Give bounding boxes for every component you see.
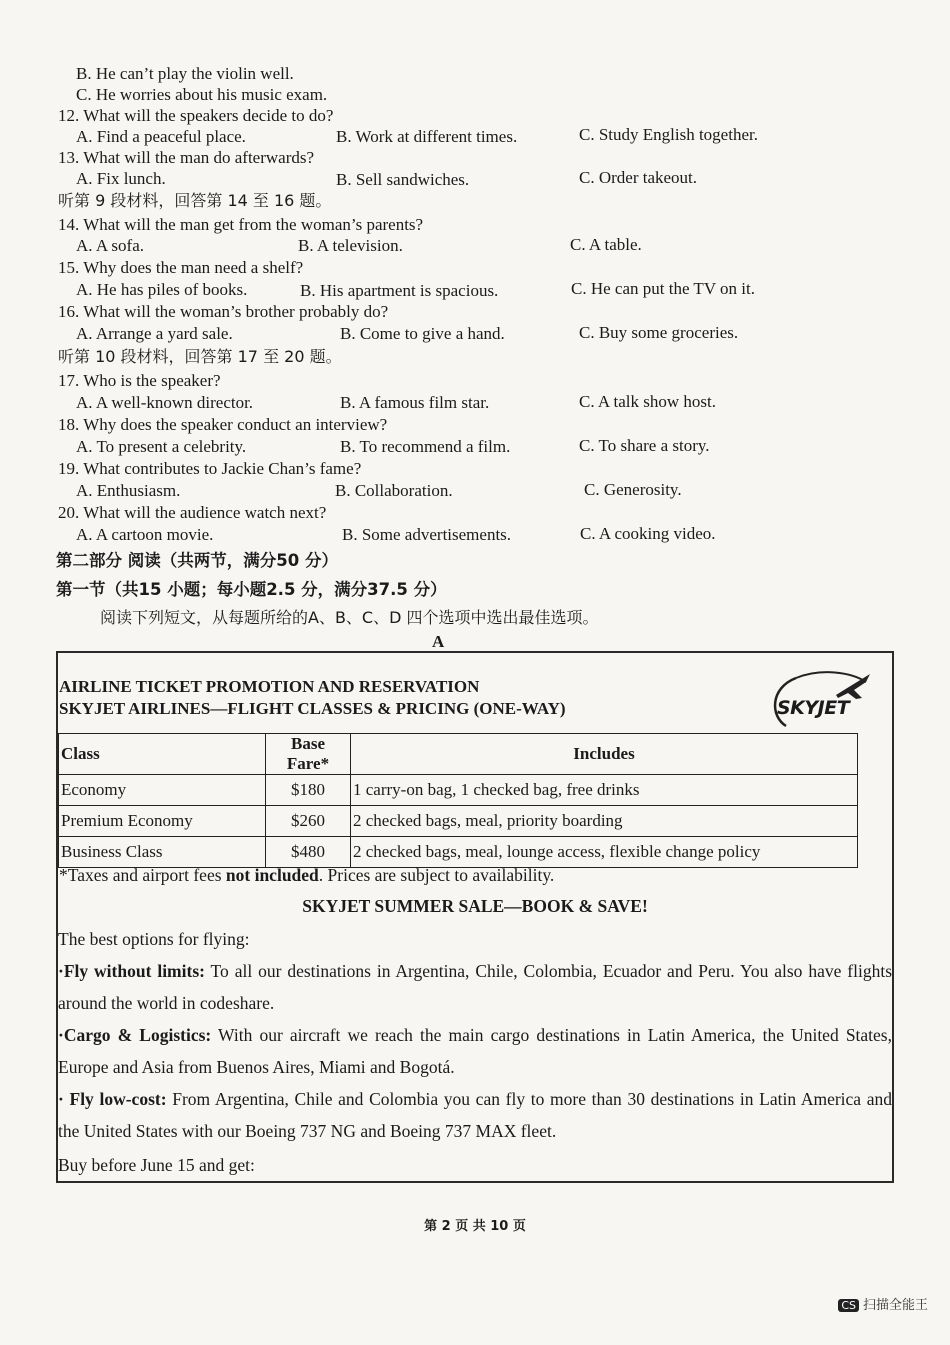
passage-9-instruction: 听第 9 段材料，回答第 14 至 16 题。 <box>58 191 332 210</box>
q11-option-b: B. He can’t play the violin well. <box>76 64 294 83</box>
table-row <box>59 775 858 806</box>
option-b: B. Come to give a hand. <box>340 324 505 343</box>
bullet-label: · Fly low-cost: <box>58 1089 167 1109</box>
reading-directions: 阅读下列短文，从每题所给的A、B、C、D 四个选项中选出最佳选项。 <box>100 608 599 627</box>
closing-line: Buy before June 15 and get: <box>58 1155 255 1175</box>
question-stem: 14. What will the man get from the woman’s parents? <box>58 215 424 234</box>
option-a: A. Enthusiasm. <box>76 481 181 500</box>
q11-option-c: C. He worries about his music exam. <box>76 85 328 104</box>
option-b: B. Collaboration. <box>335 481 453 500</box>
option-b: B. Some advertisements. <box>342 525 512 544</box>
bullet-text: To all our destinations in Argentina, Chile, Colombia, Ecuador and Peru. You also have flights around the world in codeshare. <box>58 961 893 1013</box>
option-a: A. Fix lunch. <box>76 169 166 188</box>
scanner-text: 扫描全能王 <box>862 1298 928 1313</box>
option-c: C. A talk show host. <box>579 392 716 411</box>
option-a: A. A well-known director. <box>76 393 254 412</box>
bullet-label: ·Fly without limits: <box>58 961 205 981</box>
cell-includes: 2 checked bags, meal, lounge access, flexible change policy <box>351 837 858 868</box>
option-c: C. Buy some groceries. <box>579 323 739 342</box>
fare-note-pre: *Taxes and airport fees <box>59 865 226 885</box>
question-stem: 18. Why does the speaker conduct an interview? <box>58 415 388 434</box>
question-stem: 13. What will the man do afterwards? <box>58 148 315 167</box>
bullet-text: With our aircraft we reach the main cargo destinations in Latin America, the United States, Europe and Asia from Buenos Aires, Miami and Bogotá. <box>58 1025 892 1077</box>
part-2-heading: 第二部分 阅读（共两节，满分50 分） <box>56 551 338 570</box>
option-a: A. A cartoon movie. <box>76 525 214 544</box>
header-class: Class <box>59 734 266 775</box>
cell-fare: $180 <box>266 775 351 806</box>
option-b: B. A famous film star. <box>340 393 490 412</box>
cell-fare: $260 <box>266 806 351 837</box>
question-stem: 20. What will the audience watch next? <box>58 503 327 522</box>
passage-10-instruction: 听第 10 段材料，回答第 17 至 20 题。 <box>58 347 342 366</box>
fares-table <box>58 733 858 868</box>
cell-class: Business Class <box>59 837 266 868</box>
fare-note <box>59 865 554 885</box>
table-row <box>59 837 858 868</box>
logo-text: SKYJET <box>777 697 850 719</box>
cell-fare: $480 <box>266 837 351 868</box>
option-a: A. A sofa. <box>76 236 144 255</box>
fare-note-bold: not included <box>225 865 319 885</box>
fare-note-post: . Prices are subject to availability. <box>318 865 555 885</box>
cell-includes: 2 checked bags, meal, priority boarding <box>351 806 858 837</box>
option-c: C. He can put the TV on it. <box>571 279 755 298</box>
bullet-fly-low-cost <box>58 1083 892 1147</box>
bullet-text: From Argentina, Chile and Colombia you can fly to more than 30 destinations in Latin America and the United States with our Boeing 737 NG and Boeing 737 MAX fleet. <box>58 1089 893 1141</box>
cell-includes: 1 carry-on bag, 1 checked bag, free drinks <box>351 775 858 806</box>
option-b: B. His apartment is spacious. <box>300 281 499 300</box>
bullet-cargo-logistics <box>58 1019 892 1083</box>
question-stem: 17. Who is the speaker? <box>58 371 221 390</box>
cell-class: Premium Economy <box>59 806 266 837</box>
option-a: A. Find a peaceful place. <box>76 127 246 146</box>
bullet-label: ·Cargo & Logistics: <box>58 1025 212 1045</box>
option-a: A. Arrange a yard sale. <box>76 324 233 343</box>
question-stem: 12. What will the speakers decide to do? <box>58 106 334 125</box>
question-stem: 16. What will the woman’s brother probably do? <box>58 302 389 321</box>
option-c: C. Study English together. <box>579 125 758 144</box>
question-stem: 15. Why does the man need a shelf? <box>58 258 304 277</box>
question-stem: 19. What contributes to Jackie Chan’s fame? <box>58 459 362 478</box>
scanner-watermark <box>838 1294 928 1313</box>
option-b: B. Work at different times. <box>336 127 518 146</box>
passage-label: A <box>432 632 445 651</box>
option-c: C. A cooking video. <box>580 524 716 543</box>
table-header-row <box>59 734 858 775</box>
options-intro: The best options for flying: <box>58 929 250 949</box>
header-base-fare: Base Fare* <box>266 734 351 775</box>
section-1-heading: 第一节（共15 小题；每小题2.5 分，满分37.5 分） <box>56 580 447 599</box>
table-row <box>59 806 858 837</box>
option-b: B. A television. <box>298 236 403 255</box>
option-c: C. Generosity. <box>584 480 682 499</box>
header-includes: Includes <box>351 734 858 775</box>
cell-class: Economy <box>59 775 266 806</box>
option-a: A. He has piles of books. <box>76 280 248 299</box>
ad-title-promotion: AIRLINE TICKET PROMOTION AND RESERVATION <box>59 677 480 696</box>
option-c: C. Order takeout. <box>579 168 698 187</box>
option-c: C. A table. <box>570 235 642 254</box>
sale-heading: SKYJET SUMMER SALE—BOOK & SAVE! <box>302 896 648 916</box>
option-a: A. To present a celebrity. <box>76 437 247 456</box>
scanner-badge: CS <box>838 1299 859 1312</box>
page-number: 第 2 页 共 10 页 <box>424 1219 526 1234</box>
bullet-fly-without-limits <box>58 955 892 1019</box>
ad-title-pricing: SKYJET AIRLINES—FLIGHT CLASSES & PRICING (ONE-WAY) <box>59 699 566 718</box>
option-c: C. To share a story. <box>579 436 710 455</box>
option-b: B. Sell sandwiches. <box>336 170 470 189</box>
option-b: B. To recommend a film. <box>340 437 511 456</box>
